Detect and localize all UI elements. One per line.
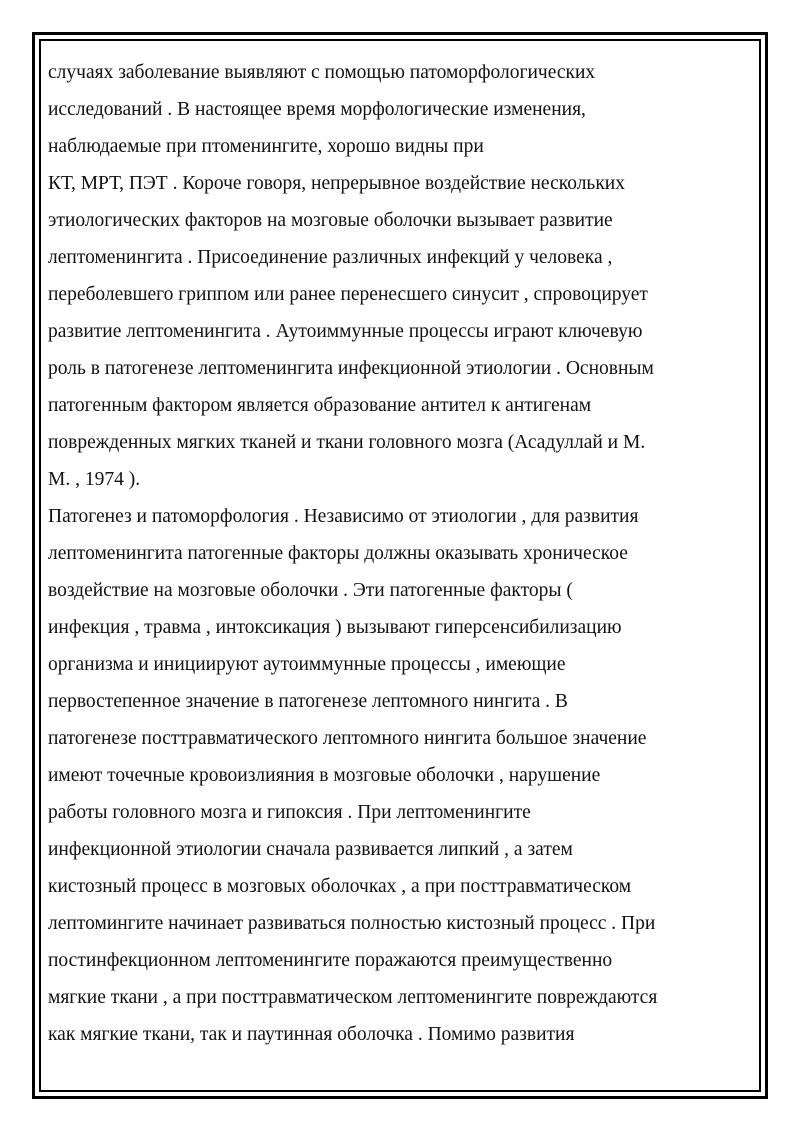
text-line: поврежденных мягких тканей и ткани головного мозга (Асадуллай и М.: [48, 432, 646, 453]
text-line: случаях заболевание выявляют с помощью патоморфологических: [48, 62, 596, 83]
text-line: кистозный процесс в мозговых оболочках , а при посттравматическом: [48, 876, 632, 897]
text-line: организма и инициируют аутоиммунные процессы , имеющие: [48, 654, 566, 675]
text-line: мягкие ткани , а при посттравматическом лептоменингите повреждаются: [48, 987, 658, 1008]
text-line: постинфекционном лептоменингите поражаются преимущественно: [48, 950, 613, 971]
text-line: этиологических факторов на мозговые оболочки вызывает развитие: [48, 210, 613, 231]
text-line: наблюдаемые при птоменингите, хорошо видны при: [48, 136, 484, 157]
text-line: исследований . В настоящее время морфологические изменения,: [48, 99, 586, 120]
text-line: как мягкие ткани, так и паутинная оболочка . Помимо развития: [48, 1024, 575, 1045]
text-line: развитие лептоменингита . Аутоиммунные процессы играют ключевую: [48, 321, 643, 342]
text-line: инфекция , травма , интоксикация ) вызывают гиперсенсибилизацию: [48, 617, 622, 638]
text-line: лептоменингита . Присоединение различных инфекций у человека ,: [48, 247, 613, 268]
text-line: воздействие на мозговые оболочки . Эти патогенные факторы (: [48, 580, 573, 601]
text-line: лептоменингита патогенные факторы должны оказывать хроническое: [48, 543, 628, 564]
text-line: переболевшего гриппом или ранее перенесшего синусит , спровоцирует: [48, 284, 648, 305]
text-line: лептомингите начинает развиваться полностью кистозный процесс . При: [48, 913, 656, 934]
text-line: КТ, МРТ, ПЭТ . Короче говоря, непрерывное воздействие нескольких: [48, 173, 625, 194]
text-line: патогенным фактором является образование антител к антигенам: [48, 395, 592, 416]
text-line: первостепенное значение в патогенезе лептомного нингита . В: [48, 691, 568, 712]
text-line: М. , 1974 ).: [48, 469, 141, 490]
text-line: роль в патогенезе лептоменингита инфекционной этиологии . Основным: [48, 358, 654, 379]
text-line: патогенезе посттравматического лептомного нингита большое значение: [48, 728, 647, 749]
text-line: работы головного мозга и гипоксия . При лептоменингите: [48, 802, 531, 823]
text-line: инфекционной этиологии сначала развивается липкий , а затем: [48, 839, 573, 860]
text-line: Патогенез и патоморфология . Независимо от этиологии , для развития: [48, 506, 639, 527]
text-line: имеют точечные кровоизлияния в мозговые оболочки , нарушение: [48, 765, 601, 786]
document-body: [48, 54, 748, 1053]
